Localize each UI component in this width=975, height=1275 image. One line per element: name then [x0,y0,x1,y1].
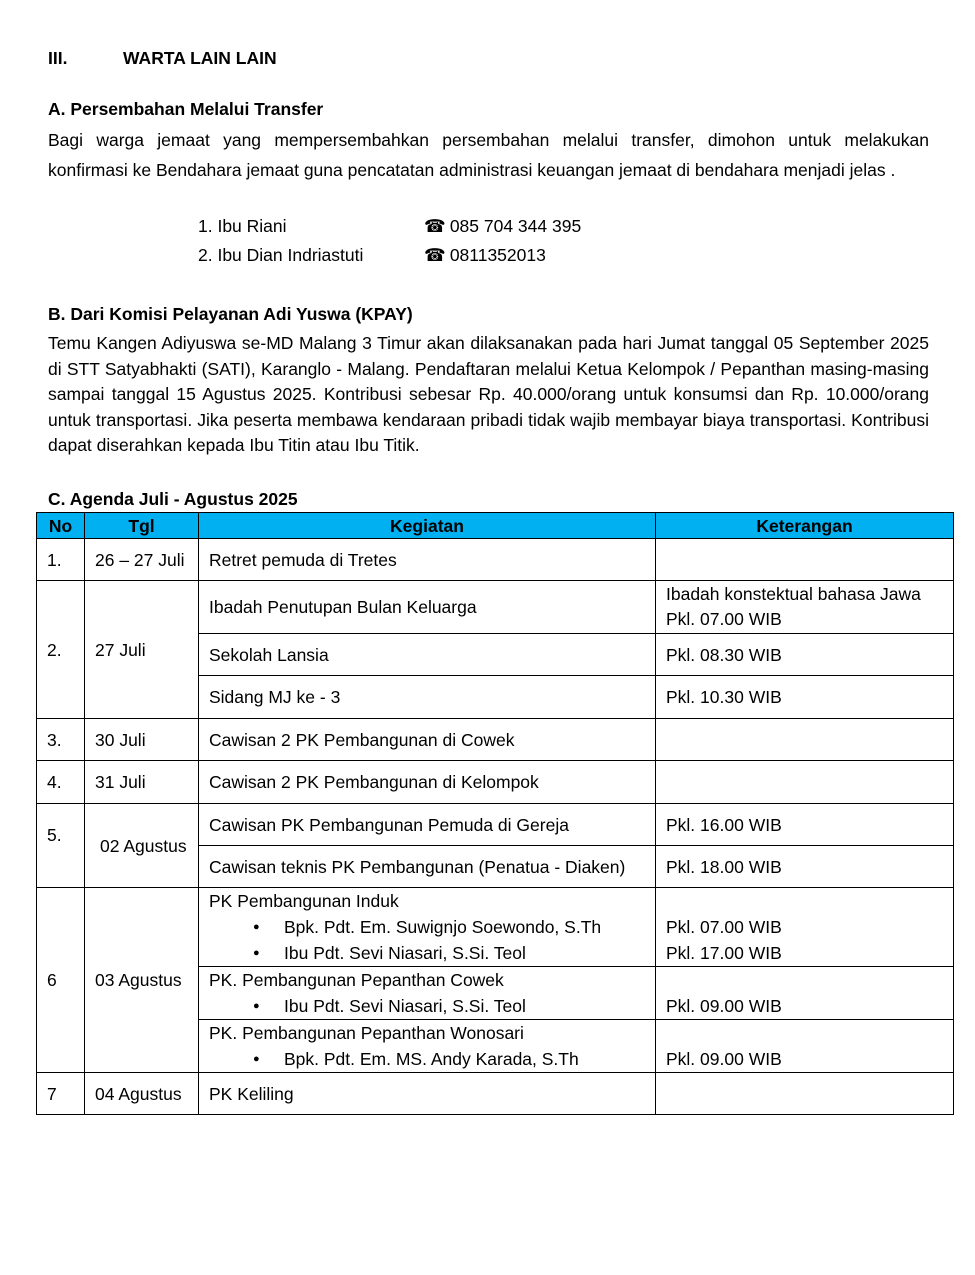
kpay-heading: B. Dari Komisi Pelayanan Adi Yuswa (KPAY) [48,304,413,324]
officiant-list [209,993,655,1019]
cell-tgl: 27 Juli [85,581,199,719]
agenda-header-row [37,513,954,539]
table-row [37,581,954,634]
cell-tgl: 31 Juli [85,761,199,804]
contact-phone-number: 085 704 344 395 [449,216,582,236]
keterangan-line: Ibadah konstektual bahasa Jawa [666,584,921,604]
cell-kegiatan: Ibadah Penutupan Bulan Keluarga [199,581,656,634]
cell-keterangan [656,888,954,967]
phone-icon: ☎ [424,216,446,236]
cell-keterangan [656,581,954,634]
column-header-keterangan: Keterangan [656,513,954,539]
cell-tgl: 30 Juli [85,719,199,761]
activity-title: PK Pembangunan Induk [209,891,399,911]
table-row [37,719,954,761]
cell-no: 7 [37,1073,85,1115]
cell-keterangan: Pkl. 10.30 WIB [656,676,954,719]
activity-title: PK. Pembangunan Pepanthan Cowek [209,970,504,990]
transfer-body: Bagi warga jemaat yang mempersembahkan persembahan melalui transfer, dimohon untuk melakukan konfirmasi ke Bendahara jemaat guna pencatatan administrasi keuangan jemaat di bendahara menjadi jelas . [48,130,929,180]
column-header-no: No [37,513,85,539]
cell-no: 2. [37,581,85,719]
cell-keterangan [656,719,954,761]
cell-no: 5. [37,804,85,888]
cell-keterangan [656,539,954,581]
cell-keterangan: Pkl. 16.00 WIB [656,804,954,846]
cell-keterangan [656,1073,954,1115]
officiant-list [209,914,655,966]
kpay-body: Temu Kangen Adiyuswa se-MD Malang 3 Timur akan dilaksanakan pada hari Jumat tanggal 05 September 2025 di STT Satyabhakti (SATI), Karanglo - Malang. Pendaftaran melalui Ketua Kelompok / Pepanthan masing-masing sampai tanggal 15 Agustus 2025. Kontribusi sebesar Rp. 40.000/orang untuk konsumsi dan Rp. 10.000/orang untuk transportasi. Jika peserta membawa kendaraan pribadi tidak wajib membayar biaya transportasi. Kontribusi dapat diserahkan kepada Ibu Titin atau Ibu Titik. [48,333,929,455]
list-item: ● Bpk. Pdt. Em. Suwignjo Soewondo, S.Th [253,914,655,940]
keterangan-line: Pkl. 17.00 WIB [666,943,782,963]
cell-no: 4. [37,761,85,804]
cell-keterangan [656,967,954,1020]
column-header-tgl: Tgl [85,513,199,539]
cell-keterangan: Pkl. 08.30 WIB [656,634,954,676]
cell-kegiatan: Cawisan 2 PK Pembangunan di Kelompok [199,761,656,804]
table-row [37,539,954,581]
cell-kegiatan [199,888,656,967]
list-item: ● Bpk. Pdt. Em. MS. Andy Karada, S.Th [253,1046,655,1072]
cell-no: 1. [37,539,85,581]
table-row [37,1073,954,1115]
phone-icon: ☎ [424,245,446,265]
table-row [37,761,954,804]
list-item: ● Ibu Pdt. Sevi Niasari, S.Si. Teol [253,940,655,966]
keterangan-line: Pkl. 09.00 WIB [666,1049,782,1069]
contact-phone-1 [424,216,581,237]
cell-kegiatan: Cawisan PK Pembangunan Pemuda di Gereja [199,804,656,846]
column-header-kegiatan: Kegiatan [199,513,656,539]
list-item: ● Ibu Pdt. Sevi Niasari, S.Si. Teol [253,993,655,1019]
cell-kegiatan: PK Keliling [199,1073,656,1115]
cell-keterangan: Pkl. 18.00 WIB [656,846,954,888]
contact-phone-2 [424,245,546,266]
cell-kegiatan: Cawisan teknis PK Pembangunan (Penatua - Diaken) [199,846,656,888]
cell-tgl: 03 Agustus [85,888,199,1073]
agenda-heading: C. Agenda Juli - Agustus 2025 [48,489,298,509]
keterangan-line: Pkl. 07.00 WIB [666,609,782,629]
cell-kegiatan [199,967,656,1020]
agenda-table [36,512,954,1115]
cell-kegiatan: Cawisan 2 PK Pembangunan di Cowek [199,719,656,761]
section-number: III. [48,48,68,68]
activity-title: PK. Pembangunan Pepanthan Wonosari [209,1023,524,1043]
keterangan-line: Pkl. 09.00 WIB [666,996,782,1016]
contact-phone-number: 0811352013 [449,245,546,265]
section-title: WARTA LAIN LAIN [123,48,277,68]
cell-keterangan [656,1020,954,1073]
cell-no: 6 [37,888,85,1073]
cell-kegiatan: Sekolah Lansia [199,634,656,676]
keterangan-line: Pkl. 07.00 WIB [666,917,782,937]
cell-tgl: 02 Agustus [85,804,199,888]
cell-kegiatan: Sidang MJ ke - 3 [199,676,656,719]
cell-tgl: 04 Agustus [85,1073,199,1115]
cell-no: 3. [37,719,85,761]
contact-name-1: 1. Ibu Riani [198,216,287,236]
cell-kegiatan: Retret pemuda di Tretes [199,539,656,581]
cell-keterangan [656,761,954,804]
cell-tgl: 26 – 27 Juli [85,539,199,581]
transfer-heading: A. Persembahan Melalui Transfer [48,99,324,119]
table-row [37,804,954,846]
contact-name-2: 2. Ibu Dian Indriastuti [198,245,364,265]
cell-kegiatan [199,1020,656,1073]
table-row [37,888,954,967]
officiant-list [209,1046,655,1072]
